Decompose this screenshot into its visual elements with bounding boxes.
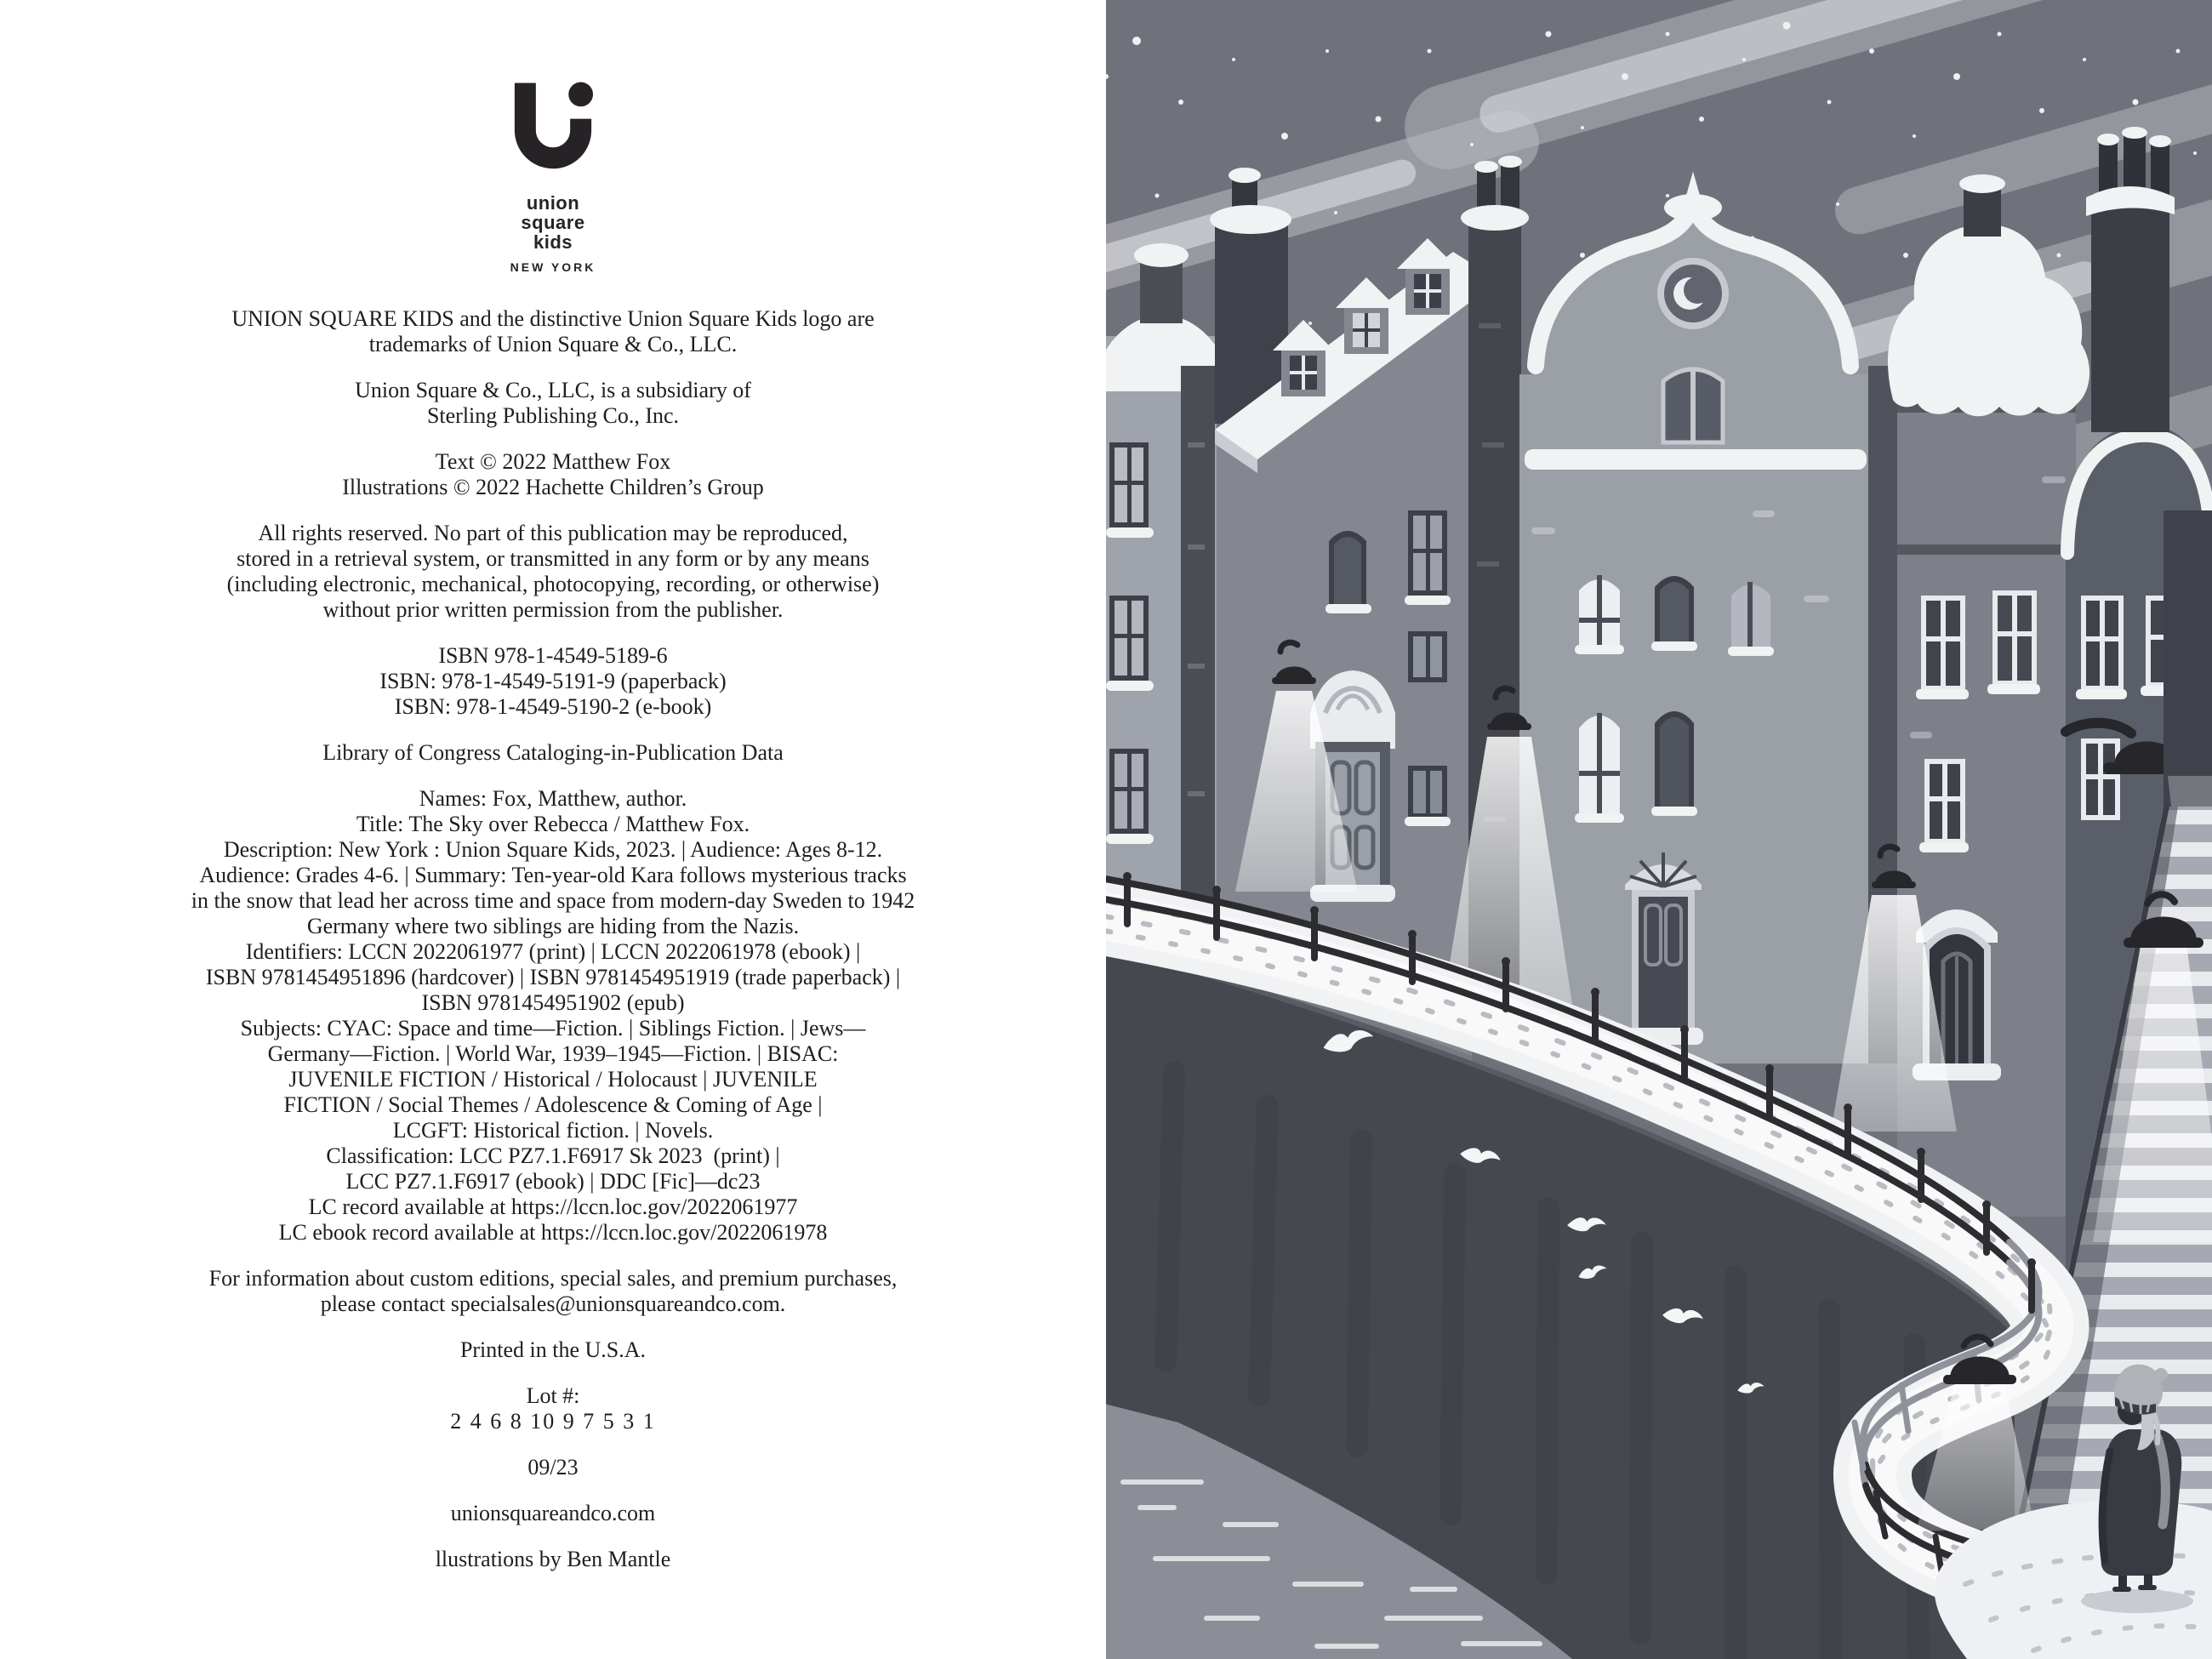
text-line: kids (533, 231, 573, 254)
illustration-page (1106, 0, 2212, 1659)
text-line: FICTION / Social Themes / Adolescence & Coming of Age | (283, 1092, 823, 1118)
text-line: Illustrations © 2022 Hachette Children’s Group (342, 475, 764, 500)
snowy-town-illustration (1106, 0, 2212, 1659)
window (1916, 596, 1969, 699)
window (1408, 631, 1447, 682)
chimney-icon (2086, 127, 2175, 432)
sunburst-door (1622, 852, 1703, 1045)
lot-label: Lot #: (526, 1383, 580, 1409)
publisher-wordmark (102, 193, 1004, 252)
text-line: without prior written permission from the publisher. (322, 597, 784, 623)
text-line: Germany—Fiction. | World War, 1939–1945—Fiction. | BISAC: (267, 1041, 839, 1067)
lot-numbers: 2 4 6 8 10 9 7 5 3 1 (450, 1409, 656, 1434)
text-line: Subjects: CYAC: Space and time—Fiction. | Siblings Fiction. | Jews— (240, 1016, 866, 1041)
text-line: Sterling Publishing Co., Inc. (426, 403, 680, 429)
special-sales-notice (102, 1266, 1004, 1317)
text-line: (including electronic, mechanical, photocopying, recording, or otherwise) (226, 572, 880, 597)
window (1663, 368, 1723, 442)
text-line: trademarks of Union Square & Co., LLC. (368, 332, 738, 357)
text-line: For information about custom editions, special sales, and premium purchases, (208, 1266, 898, 1291)
text-line: union (526, 192, 580, 214)
text-line: LCGFT: Historical fiction. | Novels. (392, 1118, 714, 1143)
text-line: Text © 2022 Matthew Fox (435, 449, 671, 475)
text-line: Audience: Grades 4-6. | Summary: Ten-year-old Kara follows mysterious tracks (199, 863, 907, 888)
text-line: in the snow that lead her across time and space from modern-day Sweden to 1942 (191, 888, 915, 914)
isbn-list (102, 643, 1004, 720)
text-line: ISBN 978-1-4549-5189-6 (438, 643, 668, 669)
window (1575, 713, 1624, 823)
trademark-notice (102, 306, 1004, 357)
publisher-logo (102, 81, 1004, 274)
text-line: Classification: LCC PZ7.1.F6917 Sk 2023 (print) | (326, 1143, 780, 1169)
cip-data (102, 786, 1004, 1246)
publisher-city: NEW YORK (510, 260, 596, 275)
text-line: Names: Fox, Matthew, author. (419, 786, 687, 812)
rights-notice (102, 521, 1004, 623)
window (1106, 442, 1154, 538)
publisher-website: unionsquareandco.com (450, 1501, 656, 1526)
text-line: UNION SQUARE KIDS and the distinctive Union Square Kids logo are (231, 306, 875, 332)
window (1106, 596, 1154, 691)
copyright-notice (102, 449, 1004, 500)
crescent-moon-emblem (1657, 258, 1729, 329)
window (1405, 766, 1451, 826)
illustrator-credit: llustrations by Ben Mantle (435, 1547, 671, 1572)
union-square-logo-icon (512, 81, 594, 185)
window (1919, 759, 1969, 852)
text-line: Title: The Sky over Rebecca / Matthew Fox. (356, 812, 750, 837)
text-line: All rights reserved. No part of this publication may be reproduced, (258, 521, 848, 546)
building-crescent-gable (1519, 194, 1877, 1063)
text-line: Union Square & Co., LLC, is a subsidiary of (355, 378, 751, 403)
window (1728, 582, 1774, 656)
window (2076, 596, 2127, 699)
text-line: stored in a retrieval system, or transmitted in any form or by any means (237, 546, 869, 572)
window (1987, 590, 2040, 694)
text-line: ISBN 9781454951902 (epub) (421, 990, 685, 1016)
window (1405, 510, 1451, 605)
text-line: LC record available at https://lccn.loc.gov/2022061977 (308, 1194, 798, 1220)
text-line: square (521, 212, 585, 234)
text-line: Germany where two siblings are hiding from the Nazis. (306, 914, 800, 939)
text-line: LCC PZ7.1.F6917 (ebook) | DDC [Fic]—dc23 (345, 1169, 761, 1194)
window (1651, 711, 1697, 816)
window (1325, 531, 1371, 613)
text-line: ISBN 9781454951896 (hardcover) | ISBN 9781454951919 (trade paperback) | (205, 965, 901, 990)
window (2081, 738, 2120, 820)
date-code: 09/23 (527, 1455, 579, 1480)
subsidiary-notice (102, 378, 1004, 429)
loc-heading: Library of Congress Cataloging-in-Publication Data (322, 740, 784, 766)
text-line: LC ebook record available at https://lccn.loc.gov/2022061978 (278, 1220, 828, 1246)
figure-shadow (2081, 1589, 2193, 1613)
window (1106, 749, 1154, 844)
text-line: please contact specialsales@unionsquareandco.com. (320, 1291, 786, 1317)
text-line: ISBN: 978-1-4549-5191-9 (paperback) (379, 669, 727, 694)
text-line: JUVENILE FICTION / Historical / Holocaust | JUVENILE (288, 1067, 818, 1092)
lot-block (102, 1383, 1004, 1434)
window (1651, 576, 1697, 651)
text-line: Identifiers: LCCN 2022061977 (print) | LCCN 2022061978 (ebook) | (245, 939, 861, 965)
text-line: Description: New York : Union Square Kids, 2023. | Audience: Ages 8-12. (223, 837, 883, 863)
copyright-column (102, 81, 1004, 1593)
printed-in: Printed in the U.S.A. (459, 1337, 647, 1363)
text-line: ISBN: 978-1-4549-5190-2 (e-book) (394, 694, 712, 720)
